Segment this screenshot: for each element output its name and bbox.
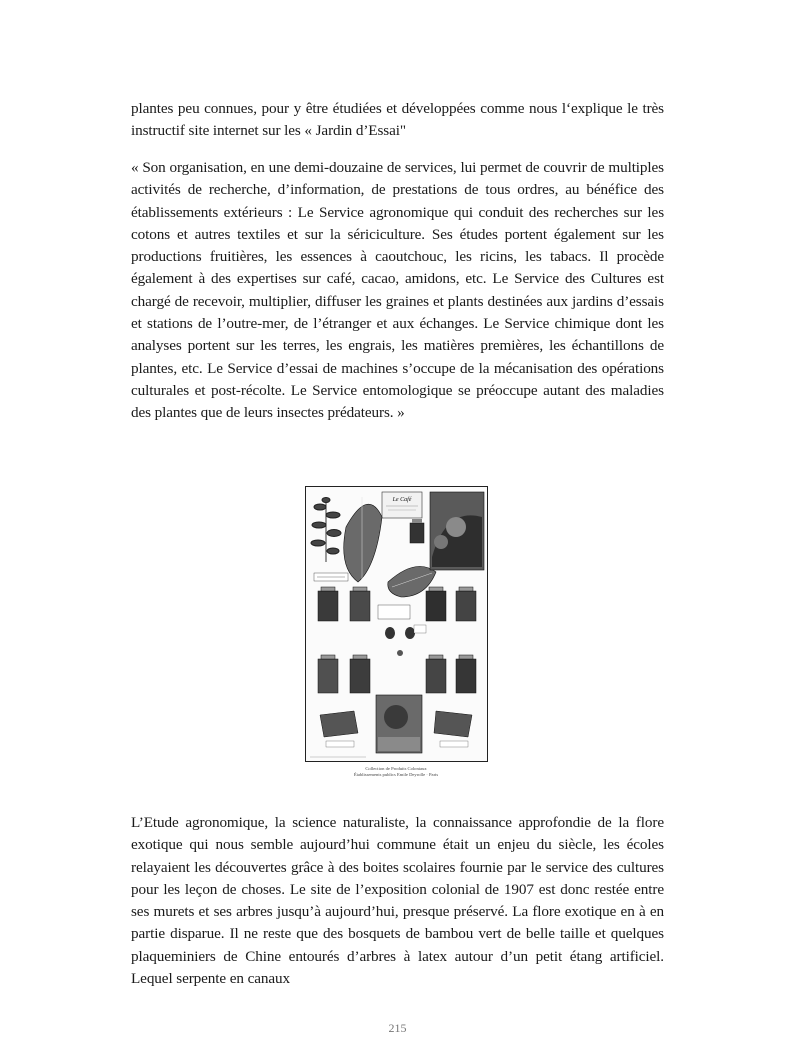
plate-title-cartouche (382, 492, 422, 518)
paragraph-quote-services: « Son organisation, en une demi-douzaine de services, lui permet de couvrir de multiples activités de recherche, d’information, de prestations de tous ordres, au bénéfice des établissements extérieurs : Le Service agronomique qui conduit des recherches sur les cotons et autres textiles et sur la sériciculture. Ses études portent également sur les productions fruitières, les essences à caoutchouc, les ricins, les tabacs. Il procède également à des expertises sur café, cacao, amidons, etc. Le Service des Cultures est chargé de recevoir, multiplier, diffuser les graines et plants destinées aux jardins d’essais et stations de l’outre-mer, de l’étranger et aux échanges. Le Service chimique dont les analyses portent sur les terres, les engrais, les matières premières, les échantillons de plantes, etc. Le Service d’essai de machines s’occupe de la mécanisation des opérations culturales et post-récolte. Le Service entomologique se préoccupe autant des maladies des plantes que de leurs insectes prédateurs. » (131, 159, 664, 422)
coffee-plant-drawing (311, 497, 341, 562)
plate-title: Le Café (392, 497, 412, 503)
figure-caption-line-2: Établissements publics Emile Deyrolle · Paris (353, 772, 439, 777)
top-specimen-jar (410, 519, 424, 543)
paragraph-intro: plantes peu connues, pour y être étudiées et développées comme nous l‘explique le très instructif site internet sur les « Jardin d’Essai" (131, 100, 664, 140)
figure-caption-line-1: Collection de Produits Coloniaux (365, 766, 427, 771)
label-block-left (314, 573, 348, 581)
plantation-photo-bottom (376, 695, 422, 753)
center-labels (378, 605, 426, 656)
illustration-plate (305, 486, 488, 762)
plantation-photo-top (430, 492, 484, 570)
page-number: 215 (388, 1021, 407, 1035)
paragraph-agronomic-study: L’Etude agronomique, la science naturaliste, la connaissance approfondie de la flore exotique qui nous semble aujourd’hui commune était un enjeu du siècle, les écoles relayaient les découvertes grâce à des boites scolaires fournie par le service des cultures pour les leçon de choses. Le site de l’exposition colonial de 1907 est donc restée entre ses murets et ses arbres jusqu’à aujourd’hui, presque préservé. La flore exotique en à en partie disparue. Il ne reste que des bosquets de bambou vert de belle taille et quelques plaqueminiers de Chine entourés d’arbres à latex autour d’un petit étang artificiel. Lequel serpente en canaux (131, 814, 664, 988)
figure-colonial-products-plate (301, 486, 491, 784)
plate-illustration (306, 487, 489, 763)
specimen-jars-row-2 (318, 655, 476, 693)
